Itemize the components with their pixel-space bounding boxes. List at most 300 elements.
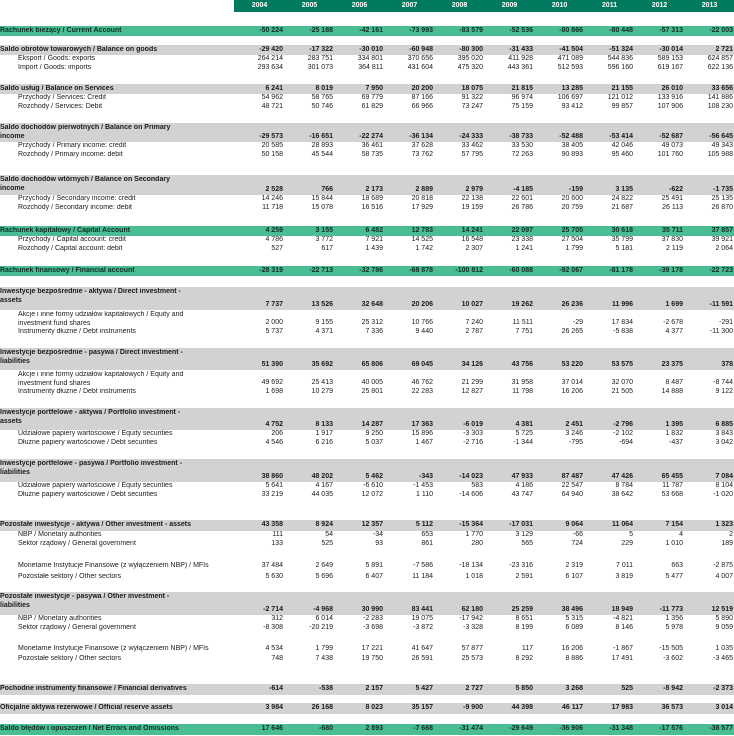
cell-2009: 22 601 bbox=[511, 195, 533, 203]
cell-2008: -2 716 bbox=[463, 439, 483, 447]
cell-2010: 16 206 bbox=[561, 644, 583, 652]
year-header-2013: 2013 bbox=[684, 0, 734, 12]
cell-2013: 1 035 bbox=[715, 644, 733, 652]
cell-2004: 5 737 bbox=[265, 328, 283, 336]
cell-2009: 19 262 bbox=[511, 301, 533, 308]
row-label: Przychody / Services: Credit bbox=[18, 94, 106, 102]
cell-2006: -3 698 bbox=[363, 624, 383, 632]
cell-2012: 1 010 bbox=[665, 540, 683, 548]
cell-2013: 622 136 bbox=[707, 64, 733, 72]
cell-2007: -68 878 bbox=[409, 266, 433, 274]
cell-2009: 443 361 bbox=[507, 64, 533, 72]
cell-2006: 61 829 bbox=[361, 103, 383, 111]
cell-2007: 87 166 bbox=[411, 94, 433, 102]
cell-2011: 17 983 bbox=[611, 704, 633, 712]
cell-2011: 3 135 bbox=[615, 186, 633, 193]
row-oi-liabilities bbox=[0, 592, 734, 615]
cell-2008: -31 474 bbox=[459, 725, 483, 733]
cell-2008: 12 827 bbox=[461, 388, 483, 396]
cell-2007: 46 762 bbox=[411, 379, 433, 386]
cell-2010: 38 405 bbox=[561, 142, 583, 150]
cell-2013: 3 042 bbox=[715, 439, 733, 447]
cell-2012: 8 487 bbox=[665, 379, 683, 386]
cell-2004: 33 219 bbox=[261, 491, 283, 499]
cell-2009: 5 850 bbox=[515, 685, 533, 693]
cell-2013: -1 735 bbox=[713, 186, 733, 193]
cell-2007: 370 656 bbox=[407, 55, 433, 63]
cell-2013: -22 723 bbox=[709, 266, 733, 274]
cell-2009: 1 241 bbox=[515, 245, 533, 253]
cell-2013: 3 843 bbox=[715, 430, 733, 438]
cell-2006: 9 250 bbox=[365, 430, 383, 438]
row-label: Dłużne papiery wartościowe / Debt securities bbox=[18, 439, 158, 447]
cell-2012: 1 832 bbox=[665, 430, 683, 438]
cell-2006: 7 921 bbox=[365, 236, 383, 244]
cell-2013: 26 870 bbox=[711, 204, 733, 212]
cell-2007: 69 045 bbox=[411, 361, 433, 368]
cell-2008: 395 020 bbox=[457, 55, 483, 63]
cell-2013: 1 323 bbox=[715, 521, 733, 529]
row-primary-credit bbox=[0, 142, 734, 151]
cell-2010: -66 bbox=[572, 531, 583, 539]
cell-2004: 206 bbox=[271, 430, 283, 438]
row-label: Rachunek bieżący / Current Account bbox=[0, 26, 122, 34]
cell-2009: -52 536 bbox=[509, 26, 533, 34]
cell-2010: -36 906 bbox=[559, 725, 583, 733]
cell-2013: -11 300 bbox=[709, 328, 733, 336]
cell-2006: -6 610 bbox=[363, 482, 383, 490]
cell-2012: 107 906 bbox=[657, 103, 683, 111]
cell-2008: 2 307 bbox=[465, 245, 483, 253]
cell-2007: 861 bbox=[421, 540, 433, 548]
cell-2012: 35 711 bbox=[661, 226, 683, 234]
cell-2005: 4 371 bbox=[315, 328, 333, 336]
cell-2006: 6 407 bbox=[365, 573, 383, 581]
cell-2008: 21 299 bbox=[461, 379, 483, 386]
cell-2011: 121 012 bbox=[607, 94, 633, 102]
cell-2004: -28 319 bbox=[259, 266, 283, 274]
cell-2011: 35 799 bbox=[611, 236, 633, 244]
cell-2009: 411 928 bbox=[508, 55, 533, 63]
cell-2011: 17 834 bbox=[611, 319, 633, 326]
cell-2006: -34 bbox=[372, 531, 383, 539]
cell-2007: 431 604 bbox=[407, 64, 433, 72]
cell-2007: 22 283 bbox=[411, 388, 433, 396]
cell-2009: 23 338 bbox=[511, 236, 533, 244]
cell-2007: 12 783 bbox=[411, 226, 433, 234]
cell-2009: -1 344 bbox=[513, 439, 533, 447]
row-errors bbox=[0, 724, 734, 735]
cell-2007: 1 467 bbox=[415, 439, 433, 447]
cell-2006: 18 689 bbox=[361, 195, 383, 203]
row-secondary-debit bbox=[0, 204, 734, 213]
cell-2005: -22 713 bbox=[309, 266, 333, 274]
cell-2006: -32 786 bbox=[359, 266, 383, 274]
cell-2010: 6 089 bbox=[565, 624, 583, 632]
cell-2009: 43 747 bbox=[511, 491, 533, 499]
cell-2012: 1 356 bbox=[665, 615, 683, 623]
cell-2006: 6 482 bbox=[365, 226, 383, 234]
cell-2011: 24 822 bbox=[611, 195, 633, 203]
cell-2005: 15 078 bbox=[311, 204, 333, 212]
cell-2010: 22 547 bbox=[561, 482, 583, 490]
row-label: Instrumenty dłużne / Debt instruments bbox=[18, 328, 136, 336]
cell-2005: -4 968 bbox=[313, 606, 333, 613]
cell-2004: 38 860 bbox=[261, 473, 283, 480]
cell-2009: 8 651 bbox=[515, 615, 533, 623]
cell-2010: 6 107 bbox=[565, 573, 583, 581]
cell-2011: 21 505 bbox=[611, 388, 633, 396]
cell-2013: -1 020 bbox=[713, 491, 733, 499]
row-label: Eksport / Goods: exports bbox=[18, 55, 96, 63]
cell-2005: 58 765 bbox=[311, 94, 333, 102]
row-label: Saldo usług / Balance on Services bbox=[0, 84, 114, 92]
cell-2008: 2 979 bbox=[465, 186, 483, 193]
cell-2004: 14 246 bbox=[261, 195, 283, 203]
row-services-balance bbox=[0, 84, 734, 94]
cell-2009: 4 381 bbox=[515, 421, 533, 428]
cell-2007: -7 668 bbox=[413, 725, 433, 733]
row-derivatives bbox=[0, 684, 734, 695]
cell-2013: 6 885 bbox=[715, 421, 733, 428]
row-label: Przychody / Capital account: credit bbox=[18, 236, 126, 244]
cell-2006: 2 173 bbox=[365, 186, 383, 193]
cell-2008: 73 247 bbox=[461, 103, 483, 111]
cell-2010: 26 236 bbox=[561, 301, 583, 308]
cell-2011: 42 046 bbox=[611, 142, 633, 150]
cell-2004: 43 358 bbox=[261, 521, 283, 529]
cell-2009: 7 751 bbox=[515, 328, 533, 336]
cell-2010: 46 117 bbox=[561, 704, 583, 712]
cell-2010: 1 799 bbox=[565, 245, 583, 253]
cell-2004: 48 721 bbox=[261, 103, 283, 111]
cell-2006: -42 161 bbox=[359, 26, 383, 34]
cell-2007: 10 766 bbox=[411, 319, 433, 326]
cell-2005: 25 413 bbox=[311, 379, 333, 386]
row-secondary-credit bbox=[0, 195, 734, 204]
cell-2013: 4 007 bbox=[715, 573, 733, 581]
cell-2013: -2 875 bbox=[713, 562, 733, 570]
row-label: Saldo obrotów towarowych / Balance on goods bbox=[0, 45, 158, 53]
row-pi-assets-equity bbox=[0, 430, 734, 439]
cell-2008: -15 364 bbox=[459, 521, 483, 529]
row-label: Monetarne Instytucje Finansowe (z wyłączeniem NBP) / MFIs bbox=[18, 644, 209, 652]
cell-2009: 8 292 bbox=[515, 655, 533, 663]
cell-2006: 12 072 bbox=[361, 491, 383, 499]
cell-2006: 5 891 bbox=[365, 562, 383, 570]
cell-2006: 17 221 bbox=[361, 644, 383, 652]
cell-2007: 653 bbox=[421, 531, 433, 539]
cell-2011: 18 949 bbox=[611, 606, 633, 613]
cell-2010: 20 759 bbox=[561, 204, 583, 212]
cell-2006: 25 312 bbox=[361, 319, 383, 326]
cell-2010: 2 319 bbox=[565, 562, 583, 570]
cell-2008: 34 126 bbox=[461, 361, 483, 368]
cell-2005: 301 073 bbox=[307, 64, 333, 72]
cell-2008: 1 770 bbox=[465, 531, 483, 539]
row-di-assets-debt bbox=[0, 328, 734, 337]
cell-2012: 5 477 bbox=[665, 573, 683, 581]
cell-2012: 1 395 bbox=[665, 421, 683, 428]
cell-2006: 19 750 bbox=[361, 655, 383, 663]
cell-2007: 37 628 bbox=[411, 142, 433, 150]
row-oi-liab-mfi bbox=[0, 643, 734, 655]
cell-2013: 2 064 bbox=[715, 245, 733, 253]
cell-2004: -50 224 bbox=[259, 26, 283, 34]
cell-2008: 2 787 bbox=[465, 328, 483, 336]
row-oi-liab-gov bbox=[0, 624, 734, 633]
cell-2006: 7 336 bbox=[365, 328, 383, 336]
cell-2006: 334 801 bbox=[357, 55, 383, 63]
cell-2012: 2 119 bbox=[666, 245, 683, 253]
cell-2004: 527 bbox=[271, 245, 283, 253]
cell-2007: 9 440 bbox=[415, 328, 433, 336]
row-oi-liab-nbp bbox=[0, 615, 734, 624]
cell-2008: 7 240 bbox=[465, 319, 483, 326]
cell-2004: -8 308 bbox=[263, 624, 283, 632]
cell-2013: 49 343 bbox=[711, 142, 733, 150]
row-oi-assets-gov bbox=[0, 540, 734, 549]
cell-2013: 37 857 bbox=[711, 226, 733, 234]
row-goods-exports bbox=[0, 55, 734, 64]
year-header-2008: 2008 bbox=[434, 0, 485, 12]
cell-2012: -437 bbox=[668, 439, 683, 447]
cell-2011: 11 996 bbox=[611, 301, 633, 308]
cell-2012: -15 505 bbox=[659, 644, 683, 652]
cell-2005: -25 188 bbox=[309, 26, 333, 34]
cell-2010: 27 504 bbox=[561, 236, 583, 244]
cell-2013: 105 988 bbox=[707, 151, 733, 159]
cell-2013: 25 135 bbox=[711, 195, 733, 203]
row-pi-liab-equity bbox=[0, 482, 734, 491]
cell-2012: 36 573 bbox=[661, 704, 683, 712]
year-header-2011: 2011 bbox=[584, 0, 635, 12]
cell-2006: 69 779 bbox=[361, 94, 383, 102]
cell-2012: 101 760 bbox=[657, 151, 683, 159]
cell-2012: -57 313 bbox=[659, 26, 683, 34]
cell-2008: -18 134 bbox=[459, 562, 483, 570]
row-label: Saldo dochodów pierwotnych / Balance on Primary income bbox=[0, 124, 171, 140]
cell-2005: 50 746 bbox=[311, 103, 333, 111]
cell-2012: 663 bbox=[671, 562, 683, 570]
cell-2006: 25 801 bbox=[361, 388, 383, 396]
row-di-liabilities bbox=[0, 348, 734, 370]
cell-2011: 11 064 bbox=[611, 521, 633, 529]
cell-2012: 65 455 bbox=[661, 473, 683, 480]
cell-2006: 2 157 bbox=[365, 685, 383, 693]
cell-2011: 38 642 bbox=[611, 491, 633, 499]
cell-2013: -291 bbox=[718, 319, 733, 326]
cell-2007: 20 818 bbox=[411, 195, 433, 203]
cell-2012: 4 377 bbox=[665, 328, 683, 336]
cell-2010: 20 600 bbox=[561, 195, 583, 203]
cell-2005: 766 bbox=[321, 186, 333, 193]
cell-2011: 30 618 bbox=[611, 226, 633, 234]
cell-2010: 37 014 bbox=[561, 379, 583, 386]
cell-2008: -17 942 bbox=[459, 615, 483, 623]
cell-2006: 16 516 bbox=[361, 204, 383, 212]
cell-2010: 512 593 bbox=[557, 64, 583, 72]
cell-2008: -9 900 bbox=[463, 704, 483, 712]
row-oi-assets-mfi bbox=[0, 560, 734, 573]
cell-2006: 7 950 bbox=[365, 84, 383, 92]
row-label: Oficjalne aktywa rezerwowe / Official reserve assets bbox=[0, 704, 173, 712]
year-header-2012: 2012 bbox=[634, 0, 685, 12]
cell-2004: -29 573 bbox=[259, 133, 283, 140]
row-label: Pozostałe sektory / Other sectors bbox=[18, 573, 122, 581]
year-header-2010: 2010 bbox=[534, 0, 585, 12]
cell-2012: 53 668 bbox=[661, 491, 683, 499]
cell-2004: 2 000 bbox=[265, 319, 283, 326]
cell-2011: 5 181 bbox=[615, 245, 633, 253]
cell-2005: -20 219 bbox=[309, 624, 333, 632]
cell-2010: 106 697 bbox=[557, 94, 583, 102]
cell-2006: 5 037 bbox=[365, 439, 383, 447]
cell-2006: 65 806 bbox=[361, 361, 383, 368]
cell-2011: -31 348 bbox=[609, 725, 633, 733]
cell-2005: 2 649 bbox=[315, 562, 333, 570]
year-header-2004: 2004 bbox=[234, 0, 285, 12]
cell-2009: 72 263 bbox=[511, 151, 533, 159]
cell-2005: 10 279 bbox=[311, 388, 333, 396]
cell-2011: 21 155 bbox=[611, 84, 633, 92]
cell-2013: -56 645 bbox=[709, 133, 733, 140]
cell-2007: 20 206 bbox=[411, 301, 433, 308]
cell-2011: 47 426 bbox=[611, 473, 633, 480]
row-secondary-balance bbox=[0, 175, 734, 195]
cell-2010: -159 bbox=[568, 186, 583, 193]
cell-2012: 37 830 bbox=[661, 236, 683, 244]
cell-2009: -4 185 bbox=[513, 186, 533, 193]
cell-2004: 5 641 bbox=[265, 482, 283, 490]
row-label: Rozchody / Primary income: debit bbox=[18, 151, 123, 159]
cell-2010: -41 504 bbox=[559, 45, 583, 53]
cell-2012: -8 942 bbox=[663, 685, 683, 693]
cell-2008: -6 019 bbox=[463, 421, 483, 428]
cell-2013: -38 577 bbox=[709, 725, 733, 733]
cell-2012: 26 010 bbox=[661, 84, 683, 92]
cell-2008: -14 606 bbox=[459, 491, 483, 499]
cell-2011: -5 838 bbox=[613, 328, 633, 336]
row-label: Import / Goods: imports bbox=[18, 64, 92, 72]
cell-2009: 3 129 bbox=[515, 531, 533, 539]
cell-2011: 32 070 bbox=[611, 379, 633, 386]
cell-2008: 2 727 bbox=[465, 685, 483, 693]
cell-2007: 19 075 bbox=[411, 615, 433, 623]
cell-2009: -17 031 bbox=[509, 521, 533, 529]
cell-2005: 15 844 bbox=[311, 195, 333, 203]
cell-2013: 9 122 bbox=[715, 388, 733, 396]
row-services-credit bbox=[0, 94, 734, 103]
cell-2012: 49 073 bbox=[661, 142, 683, 150]
cell-2012: -11 773 bbox=[659, 606, 683, 613]
cell-2006: 364 811 bbox=[358, 64, 383, 72]
cell-2010: 9 064 bbox=[565, 521, 583, 529]
cell-2006: 8 023 bbox=[365, 704, 383, 712]
cell-2005: 54 bbox=[325, 531, 333, 539]
cell-2004: 748 bbox=[271, 655, 283, 663]
cell-2011: -53 414 bbox=[609, 133, 633, 140]
cell-2010: -29 bbox=[572, 319, 583, 326]
cell-2011: 525 bbox=[621, 685, 633, 693]
cell-2005: -16 651 bbox=[309, 133, 333, 140]
cell-2008: 16 548 bbox=[461, 236, 483, 244]
cell-2013: 8 104 bbox=[715, 482, 733, 490]
cell-2007: -60 948 bbox=[409, 45, 433, 53]
cell-2005: 6 014 bbox=[315, 615, 333, 623]
cell-2009: 47 933 bbox=[511, 473, 533, 480]
cell-2010: 2 451 bbox=[565, 421, 583, 428]
row-primary-debit bbox=[0, 151, 734, 160]
cell-2008: 18 075 bbox=[461, 84, 483, 92]
cell-2013: -22 003 bbox=[709, 26, 733, 34]
cell-2010: 3 268 bbox=[565, 685, 583, 693]
cell-2011: 596 160 bbox=[607, 64, 633, 72]
row-label: Monetarne Instytucje Finansowe (z wyłączeniem NBP) / MFIs bbox=[18, 562, 209, 570]
row-pi-assets-debt bbox=[0, 439, 734, 448]
row-di-assets bbox=[0, 287, 734, 310]
cell-2004: 4 259 bbox=[265, 226, 283, 234]
cell-2007: 83 441 bbox=[411, 606, 433, 613]
year-header-2007: 2007 bbox=[384, 0, 435, 12]
row-services-debit bbox=[0, 103, 734, 112]
cell-2007: 11 184 bbox=[412, 573, 433, 581]
cell-2007: 41 647 bbox=[411, 644, 433, 652]
cell-2009: -23 316 bbox=[509, 562, 533, 570]
row-label: Pozostałe inwestycje - pasywa / Other investment - liabilities bbox=[0, 593, 170, 609]
cell-2004: 11 718 bbox=[262, 204, 283, 212]
cell-2008: 10 027 bbox=[461, 301, 483, 308]
cell-2007: -73 993 bbox=[409, 26, 433, 34]
cell-2013: 9 059 bbox=[715, 624, 733, 632]
cell-2008: 22 138 bbox=[461, 195, 483, 203]
cell-2011: -51 324 bbox=[609, 45, 633, 53]
cell-2009: 44 398 bbox=[511, 704, 533, 712]
cell-2012: -622 bbox=[668, 186, 683, 193]
cell-2013: 378 bbox=[721, 361, 733, 368]
cell-2004: 17 646 bbox=[261, 725, 283, 733]
cell-2012: 619 167 bbox=[657, 64, 683, 72]
cell-2004: 4 752 bbox=[265, 421, 283, 428]
cell-2005: 7 438 bbox=[315, 655, 333, 663]
cell-2011: 21 687 bbox=[611, 204, 633, 212]
cell-2011: 99 857 bbox=[611, 103, 633, 111]
cell-2011: 8 784 bbox=[615, 482, 633, 490]
cell-2013: 33 656 bbox=[711, 84, 733, 92]
row-label: Pochodne instrumenty finansowe / Financial derivatives bbox=[0, 685, 187, 693]
year-header-2009: 2009 bbox=[484, 0, 535, 12]
cell-2012: 26 113 bbox=[662, 204, 683, 212]
cell-2013: -11 591 bbox=[709, 301, 733, 308]
cell-2013: 3 014 bbox=[715, 704, 733, 712]
cell-2004: 50 158 bbox=[261, 151, 283, 159]
cell-2006: 36 461 bbox=[361, 142, 383, 150]
cell-2004: 51 390 bbox=[261, 361, 283, 368]
row-label: Saldo błędów i opuszczeń / Net Errors and Omissions bbox=[0, 725, 179, 733]
cell-2010: 38 496 bbox=[561, 606, 583, 613]
cell-2011: -694 bbox=[618, 439, 633, 447]
cell-2013: 7 084 bbox=[715, 473, 733, 480]
cell-2012: 5 978 bbox=[665, 624, 683, 632]
cell-2013: 108 230 bbox=[707, 103, 733, 111]
row-di-liab-equity bbox=[0, 370, 734, 388]
cell-2004: 3 984 bbox=[265, 704, 283, 712]
cell-2007: 1 110 bbox=[416, 491, 433, 499]
cell-2004: 4 786 bbox=[265, 236, 283, 244]
row-pi-liabilities bbox=[0, 459, 734, 482]
cell-2012: 1 699 bbox=[665, 301, 683, 308]
cell-2005: 6 216 bbox=[315, 439, 333, 447]
